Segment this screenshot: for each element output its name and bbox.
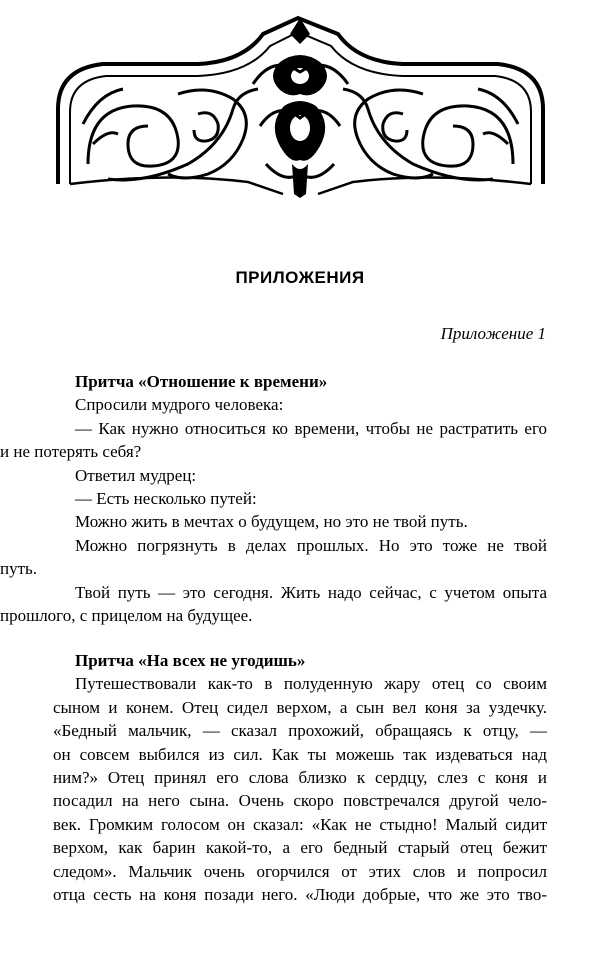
parable-1-title: Притча «Отношение к времени» bbox=[75, 372, 328, 391]
text-line: Твой путь — это сегодня. Жить надо сейчас, с учетом опыта bbox=[75, 582, 547, 602]
text-line: — Как нужно относиться ко времени, чтобы не растратить его bbox=[75, 418, 547, 438]
parable-2 bbox=[53, 649, 547, 906]
text-line: прошлого, с прицелом на будущее. bbox=[0, 606, 253, 626]
decorative-ornament-header bbox=[48, 14, 553, 199]
text-line: Можно жить в мечтах о будущем, но это не твой путь. bbox=[75, 512, 468, 532]
text-line: Можно погрязнуть в делах прошлых. Но это тоже не твой bbox=[75, 535, 547, 555]
text-line: «Бедный мальчик, — сказал прохожий, обращаясь к отцу, — bbox=[53, 721, 547, 741]
text-line: и не потерять себя? bbox=[0, 442, 142, 462]
text-line: Спросили мудрого человека: bbox=[75, 395, 284, 415]
text-line: век. Громким голосом он сказал: «Как не стыдно! Малый сидит bbox=[53, 814, 547, 834]
text-line: ним?» Отец принял его слова близко к сердцу, слез с коня и bbox=[53, 768, 547, 788]
text-line: — Есть несколько путей: bbox=[75, 489, 257, 509]
text-line: он совсем выбился из сил. Как ты можешь так издеваться над bbox=[53, 744, 547, 764]
text-line: Путешествовали как-то в полуденную жару отец со своим bbox=[75, 674, 547, 694]
appendix-label: Приложение 1 bbox=[440, 324, 546, 343]
text-line: путь. bbox=[0, 559, 38, 579]
text-line: верхом, как барин какой-то, а его бедный старый отец бежит bbox=[53, 838, 547, 858]
page-heading: ПРИЛОЖЕНИЯ bbox=[235, 268, 365, 287]
parable-2-title: Притча «На всех не угодишь» bbox=[75, 651, 306, 670]
text-line: сыном и конем. Отец сидел верхом, а сын вел коня за уздечку. bbox=[53, 697, 547, 717]
parable-1 bbox=[0, 370, 547, 627]
text-line: отца сесть на коня позади него. «Люди добрые, что же это тво- bbox=[53, 885, 547, 905]
text-line: следом». Мальчик очень огорчился от этих слов и попросил bbox=[53, 861, 547, 881]
text-line: посадил на него сына. Очень скоро повстречался другой чело- bbox=[53, 791, 547, 811]
text-line: Ответил мудрец: bbox=[75, 465, 197, 485]
